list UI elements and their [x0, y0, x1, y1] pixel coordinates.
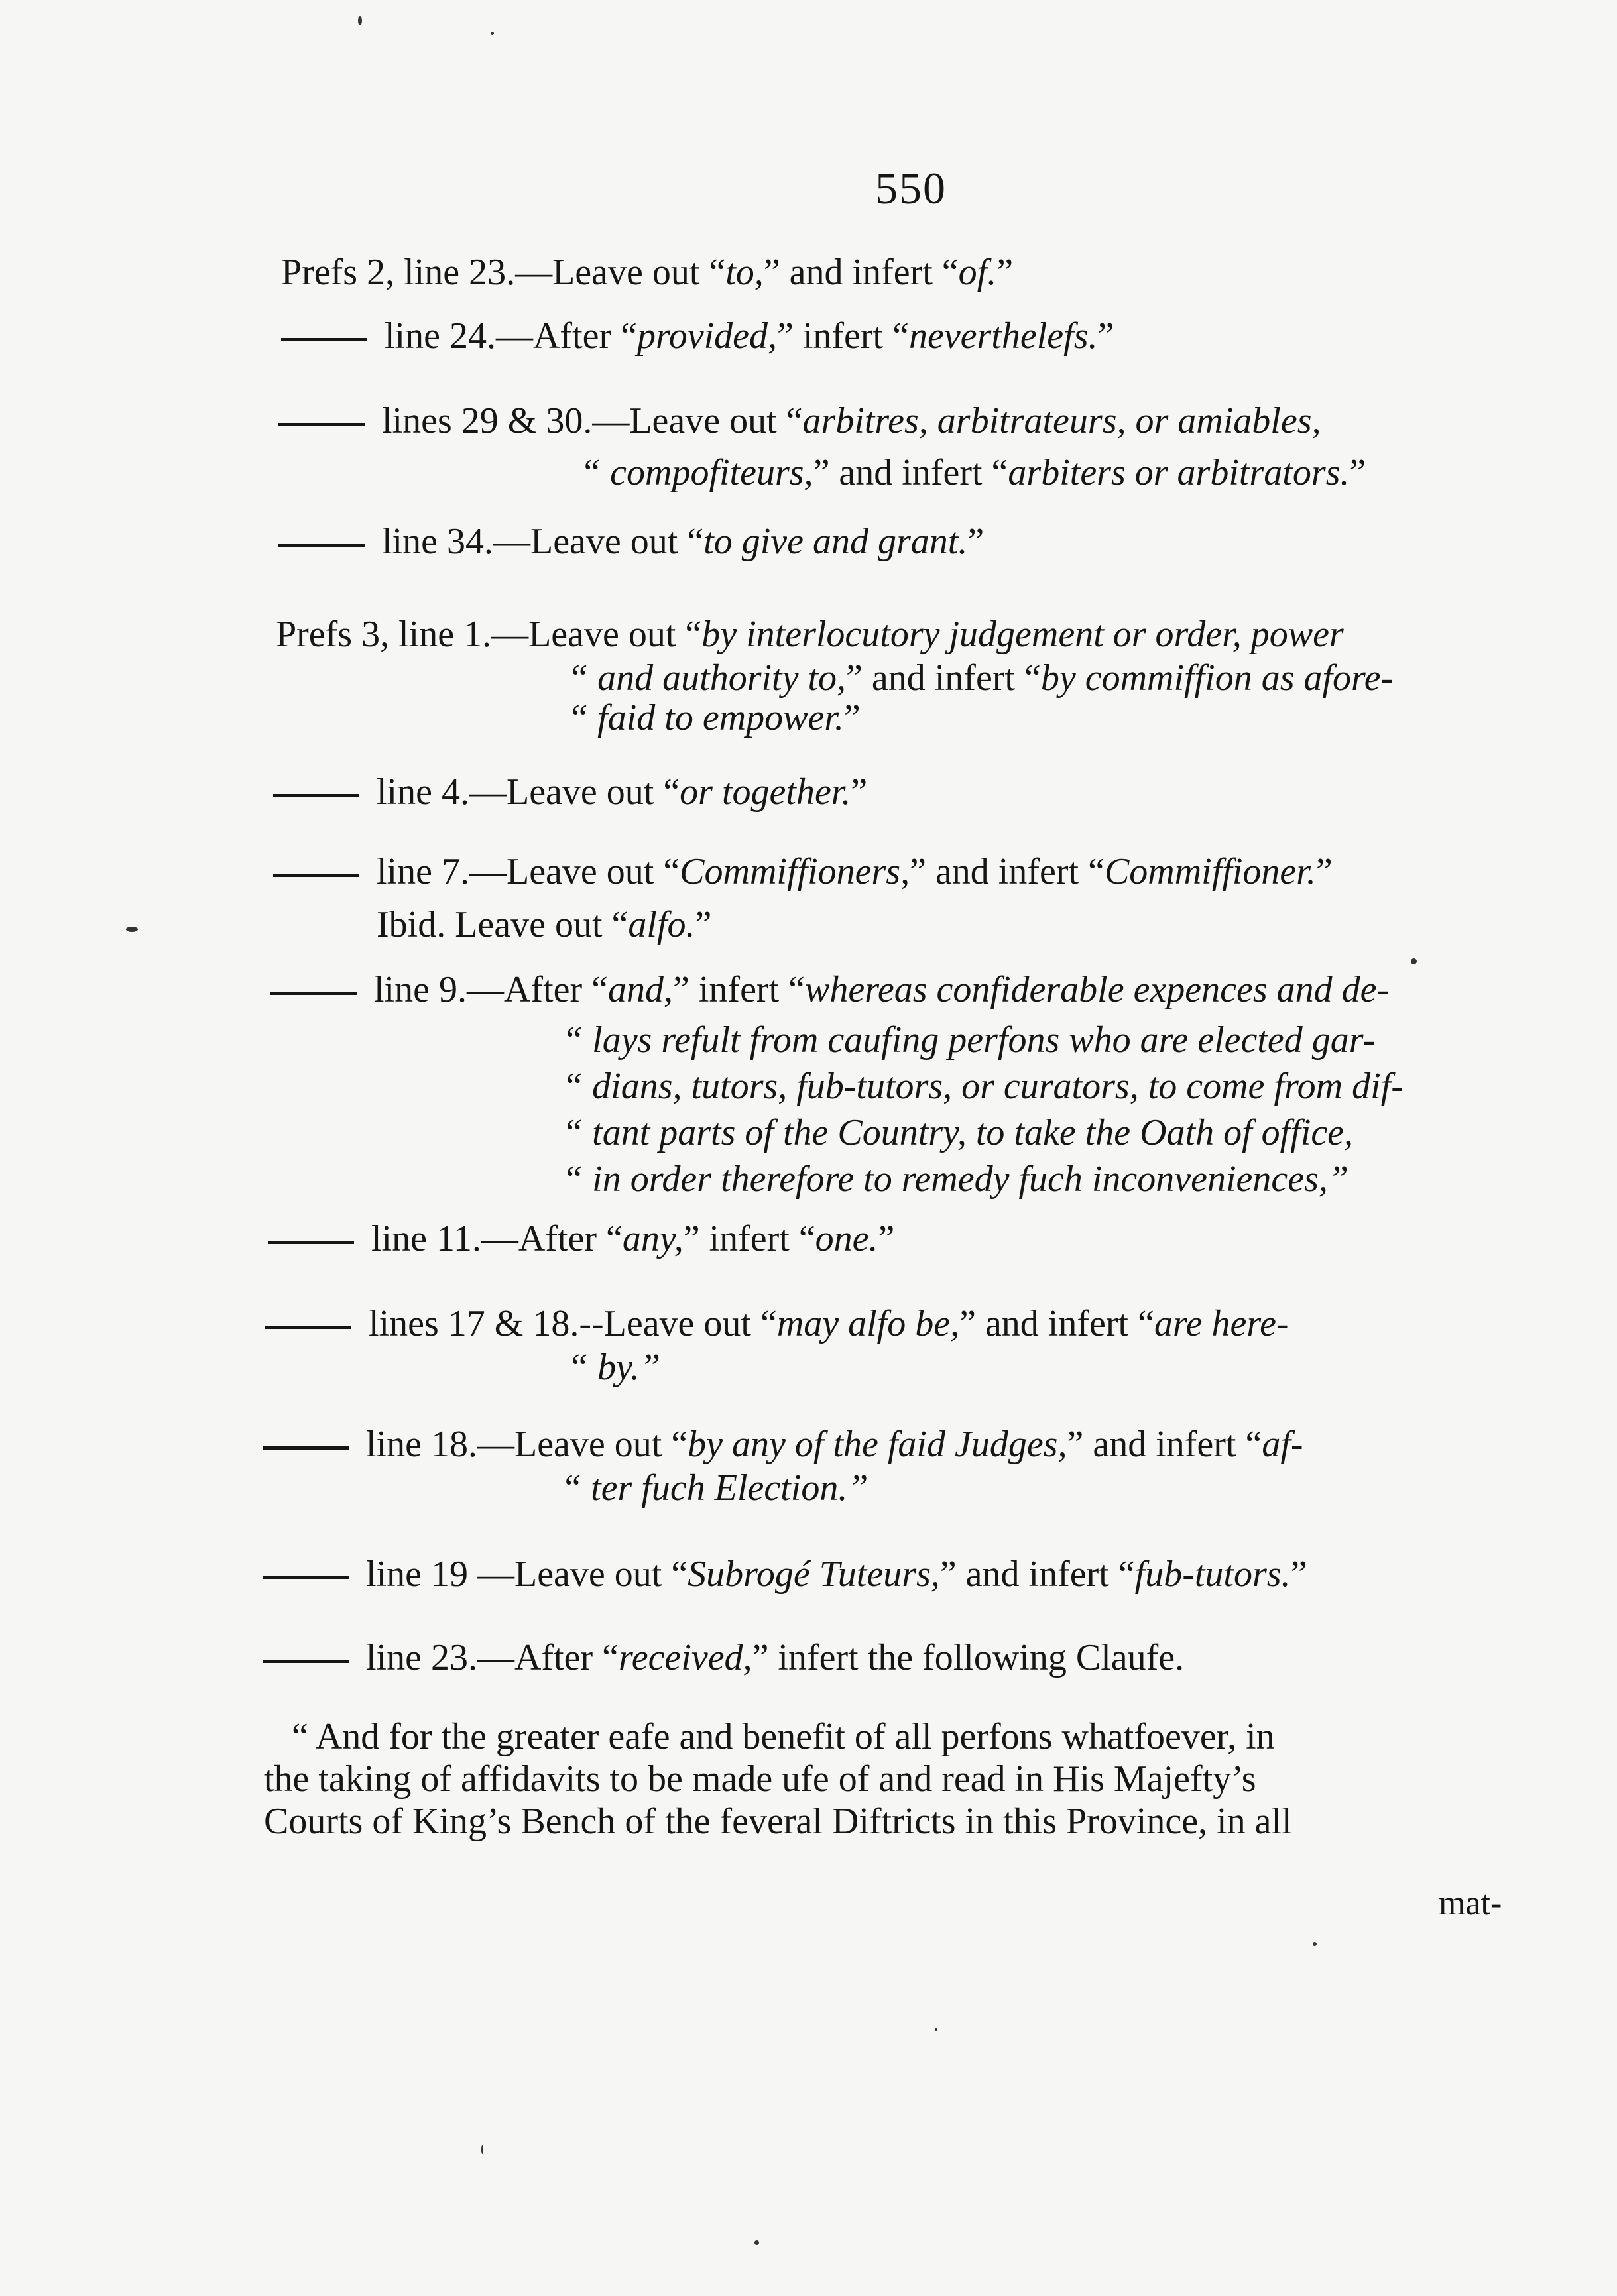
erratum-entry: line 18.—Leave out “by any of the faid Judges,” and infert “af- “ ter fuch Election.”: [263, 1418, 1303, 1470]
erratum-entry: line 19 —Leave out “Subrogé Tuteurs,” and infert “fub-tutors.”: [263, 1548, 1307, 1600]
entry-ibid: Ibid. Leave out “alfo.”: [377, 904, 712, 945]
erratum-entry: lines 29 & 30.—Leave out “arbitres, arbitrateurs, or amiables, “ compofiteurs,” and infert “arbiters or arbitrators.”: [278, 395, 1321, 447]
page-number: 550: [875, 163, 947, 213]
erratum-entry: line 24.—After “provided,” infert “neverthelefs.”: [281, 310, 1114, 362]
ditto-dash: [263, 1576, 349, 1579]
entry-lead: line 11.: [371, 1218, 481, 1259]
ditto-dash: [281, 338, 367, 341]
ditto-dash: [270, 992, 357, 995]
scan-speck: [935, 2028, 937, 2031]
entry-lead: line 18.: [366, 1424, 477, 1465]
entry-lead: Prefs 2, line 23.: [281, 252, 516, 293]
erratum-entry: line 23.—After “received,” infert the following Claufe.: [263, 1632, 1184, 1684]
clause-paragraph-line: the taking of affidavits to be made ufe of and read in His Majefty’s: [264, 1758, 1256, 1800]
scan-speck: [481, 2145, 483, 2154]
entry-continuation: “ tant parts of the Country, to take the Oath of office,: [562, 1112, 1354, 1153]
clause-paragraph-line: Courts of King’s Bench of the feveral Diftricts in this Province, in all: [264, 1801, 1292, 1842]
scan-speck: [491, 32, 494, 35]
entry-continuation: “ dians, tutors, fub-tutors, or curators, to come from dif-: [562, 1066, 1404, 1107]
erratum-entry: line 4.—Leave out “or together.”: [273, 766, 867, 818]
entry-continuation: “ and authority to,” and infert “by commiffion as afore-: [568, 658, 1394, 699]
entry-continuation: “ lays refult from caufing perfons who are elected gar-: [562, 1019, 1376, 1061]
clause-paragraph-line: “ And for the greater eafe and benefit of all perfons whatfoever, in: [292, 1716, 1275, 1757]
catchword: mat-: [1439, 1884, 1502, 1922]
ditto-dash: [263, 1660, 349, 1663]
ditto-dash: [263, 1446, 349, 1450]
erratum-entry: lines 17 & 18.--Leave out “may alfo be,” and infert “are here- “ by.”: [265, 1298, 1289, 1349]
entry-lead: line 9.: [374, 969, 467, 1010]
erratum-entry: Prefs 3, line 1.—Leave out “by interlocutory judgement or order, power “ and authority to,” and infert “by commiffion as afore- “ faid to empower.”: [276, 608, 1344, 660]
entry-continuation: “ ter fuch Election.”: [561, 1467, 868, 1509]
entry-lead: line 23.: [366, 1637, 477, 1678]
scan-speck: [754, 2240, 759, 2245]
erratum-entry: line 11.—After “any,” infert “one.”: [268, 1213, 894, 1265]
erratum-entry: Prefs 2, line 23.—Leave out “to,” and infert “of.”: [281, 252, 1014, 293]
entry-lead: line 4.: [377, 772, 469, 813]
entry-lead: Prefs 3, line 1.: [276, 614, 492, 655]
erratum-entry: line 7.—Leave out “Commiffioners,” and infert “Commiffioner.” Ibid. Leave out “alfo.”: [273, 846, 1333, 897]
entry-continuation: “ by.”: [568, 1347, 661, 1388]
entry-lead: line 34.: [382, 521, 493, 562]
ditto-dash: [265, 1326, 351, 1329]
scan-speck: [126, 927, 138, 932]
entry-lead: line 19: [366, 1554, 468, 1595]
ditto-dash: [268, 1241, 354, 1244]
entry-continuation: “ compofiteurs,” and infert “arbiters or arbitrators.”: [580, 452, 1366, 493]
scan-speck: [358, 16, 362, 25]
erratum-entry: line 9.—After “and,” infert “whereas confiderable expences and de- “ lays refult from caufing perfons who are elected gar- “ dians, tutors, fub-tutors, or curators, to come from dif- “ tant parts of the Country, to take the Oath of office, “ in order therefore to remedy fuch inconveniences,”: [270, 964, 1389, 1015]
entry-lead: line 24.: [385, 316, 496, 357]
ditto-dash: [273, 794, 359, 797]
erratum-entry: line 34.—Leave out “to give and grant.”: [278, 516, 984, 567]
scan-speck: [1313, 1942, 1317, 1946]
entry-continuation: “ faid to empower.”: [568, 697, 861, 738]
ditto-dash: [278, 423, 365, 426]
entry-continuation: “ in order therefore to remedy fuch inconveniences,”: [562, 1159, 1349, 1200]
entry-lead: lines 29 & 30.: [382, 400, 593, 441]
entry-lead: lines 17 & 18.: [369, 1303, 579, 1344]
ditto-dash: [278, 544, 365, 547]
scan-speck: [1411, 958, 1417, 964]
entry-lead: line 7.: [377, 851, 469, 892]
ditto-dash: [273, 874, 359, 877]
